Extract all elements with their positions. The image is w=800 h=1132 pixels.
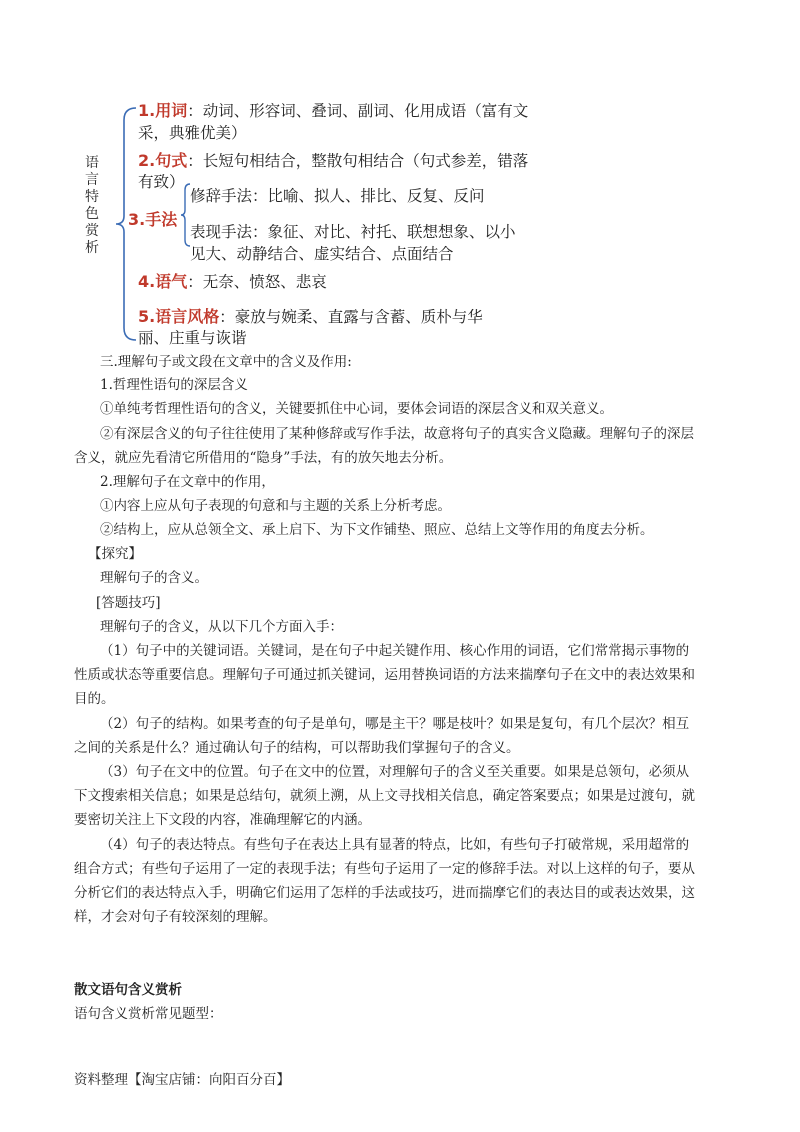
paragraph-line: 组合方式；有些句子运用了一定的表现手法；有些句子运用了一定的修辞手法。对以上这样的句子，要从 (74, 861, 695, 877)
subheading: 2.理解句子在文章中的作用， (100, 474, 275, 490)
paragraph-line: 理解句子的含义，从以下几个方面入手： (100, 619, 343, 635)
vertical-label: 语言特色赏析 (85, 155, 99, 256)
paragraph-line: ②结构上，应从总领全文、承上启下、为下文作铺垫、照应、总结上文等作用的角度去分析。 (100, 522, 654, 538)
paragraph-line: 分析它们的表达特点入手，明确它们运用了怎样的手法或技巧，进而揣摩它们的表达目的或表达效果，这 (74, 885, 695, 901)
section-heading: 三.理解句子或文段在文章中的含义及作用: (100, 354, 352, 370)
paragraph-line: 之间的关系是什么？通过确认句子的结构，可以帮助我们掌握句子的含义。 (74, 740, 520, 756)
paragraph-line: 目的。 (74, 691, 115, 707)
section-subtitle: 语句含义赏析常见题型： (74, 1006, 223, 1022)
diagram-item-1-cont: 采，典雅优美） (138, 124, 247, 142)
diagram-item-4: 4.语气：无奈、愤怒、悲哀 (138, 272, 327, 291)
paragraph-line: （2）句子的结构。如果考查的句子是单句，哪是主干？哪是枝叶？如果是复句，有几个层次？相互 (100, 716, 690, 732)
subheading: 1.哲理性语句的深层含义 (100, 377, 248, 393)
paragraph-line: 下文搜索相关信息；如果是总结句，就须上溯，从上文寻找相关信息，确定答案要点；如果是过渡句，就 (74, 788, 695, 804)
bracket-heading: [答题技巧] (96, 595, 161, 611)
paragraph-line: （1）句子中的关键词语。关键词，是在句子中起关键作用、核心作用的词语，它们常常揭示事物的 (100, 643, 690, 659)
diagram-item-5-cont: 丽、庄重与诙谐 (138, 329, 247, 347)
diagram-item-3-sub2-cont: 见大、动静结合、虚实结合、点面结合 (190, 245, 454, 263)
paragraph-line: ②有深层含义的句子往往使用了某种修辞或写作手法，故意将句子的真实含义隐藏。理解句子的深层 (100, 426, 694, 442)
diagram-item-3: 3.手法 (128, 210, 178, 229)
page-footer: 资料整理【淘宝店铺：向阳百分百】 (74, 1072, 290, 1088)
bracket-heading: 【探究】 (88, 546, 142, 562)
paragraph-line: 要密切关注上下文段的内容，准确理解它的内涵。 (74, 812, 371, 828)
diagram-item-2-cont: 有致） (138, 173, 185, 191)
diagram-item-2: 2.句式：长短句相结合，整散句相结合（句式参差，错落 (138, 151, 529, 170)
diagram-item-1: 1.用词：动词、形容词、叠词、副词、化用成语（富有文 (138, 101, 529, 120)
paragraph-line: ①单纯考哲理性语句的含义，关键要抓住中心词，要体会词语的深层含义和双关意义。 (100, 401, 613, 417)
paragraph-line: ①内容上应从句子表现的句意和与主题的关系上分析考虑。 (100, 498, 451, 514)
paragraph-line: 理解句子的含义。 (100, 570, 208, 586)
paragraph-line: （4）句子的表达特点。有些句子在表达上具有显著的特点，比如，有些句子打破常规，采用超常的 (100, 837, 690, 853)
diagram-item-3-sub2: 表现手法：象征、对比、衬托、联想想象、以小 (190, 223, 516, 241)
paragraph-line: 性质或状态等重要信息。理解句子可通过抓关键词，运用替换词语的方法来揣摩句子在文中的表达效果和 (74, 667, 695, 683)
paragraph-line: 样，才会对句子有较深刻的理解。 (74, 909, 277, 925)
paragraph-line: （3）句子在文中的位置。句子在文中的位置，对理解句子的含义至关重要。如果是总领句，必须从 (100, 764, 690, 780)
section-title: 散文语句含义赏析 (74, 982, 182, 998)
diagram-item-3-sub1: 修辞手法：比喻、拟人、排比、反复、反问 (190, 187, 485, 205)
paragraph-line: 含义，就应先看清它所借用的“隐身”手法，有的放矢地去分析。 (74, 450, 453, 466)
diagram-item-5: 5.语言风格：豪放与婉柔、直露与含蓄、质朴与华 (138, 307, 483, 326)
